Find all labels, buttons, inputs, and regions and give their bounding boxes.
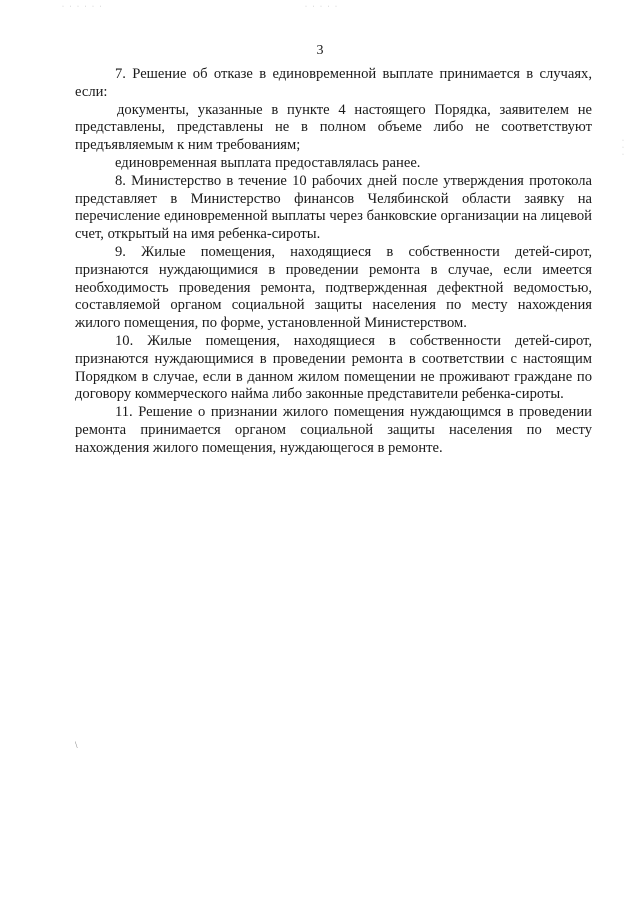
scan-artifact-bottom-left: \ xyxy=(75,740,80,750)
page-number: 3 xyxy=(316,43,324,58)
paragraph-7: 7. Решение об отказе в единовременной выплате принимается в случаях, если: xyxy=(75,66,592,100)
paragraph-10: 10. Жилые помещения, находящиеся в собственности детей-сирот, признаются нуждающимися в проведении ремонта в соответствии с настоящим Порядком в случае, если в данном жилом помещении не проживают граждане по договору коммерческого найма либо законные представители ребенка-сироты. xyxy=(75,332,592,403)
scan-artifact-top-mid: · · · · · xyxy=(305,4,339,10)
scan-artifact-top-left: · · · · · · xyxy=(62,4,104,10)
paragraph-8: 8. Министерство в течение 10 рабочих дней после утверждения протокола представляет в Министерство финансов Челябинской области заявку на перечисление единовременной выплаты через банковские организации на лицевой счет, открытый на имя ребенка-сироты. xyxy=(75,172,592,243)
paragraph-7-item-documents: документы, указанные в пункте 4 настоящего Порядка, заявителем не представлены, представлены не в полном объеме либо не соответствуют предъявляемым к ним требованиям; xyxy=(75,101,592,154)
scan-artifact-right: · · · xyxy=(622,138,624,158)
document-body xyxy=(75,66,592,458)
paragraph-7-item-previous-payment: единовременная выплата предоставлялась ранее. xyxy=(115,154,421,171)
paragraph-11: 11. Решение о признании жилого помещения нуждающимся в проведении ремонта принимается органом социальной защиты населения по месту нахождения жилого помещения, нуждающегося в ремонте. xyxy=(75,404,592,456)
paragraph-9: 9. Жилые помещения, находящиеся в собственности детей-сирот, признаются нуждающимися в проведении ремонта в случае, если имеется необходимость проведения ремонта, подтвержденная дефектной ведомостью, составляемой органом социальной защиты населения по месту нахождения жилого помещения, по форме, установленной Министерством. xyxy=(75,243,592,332)
